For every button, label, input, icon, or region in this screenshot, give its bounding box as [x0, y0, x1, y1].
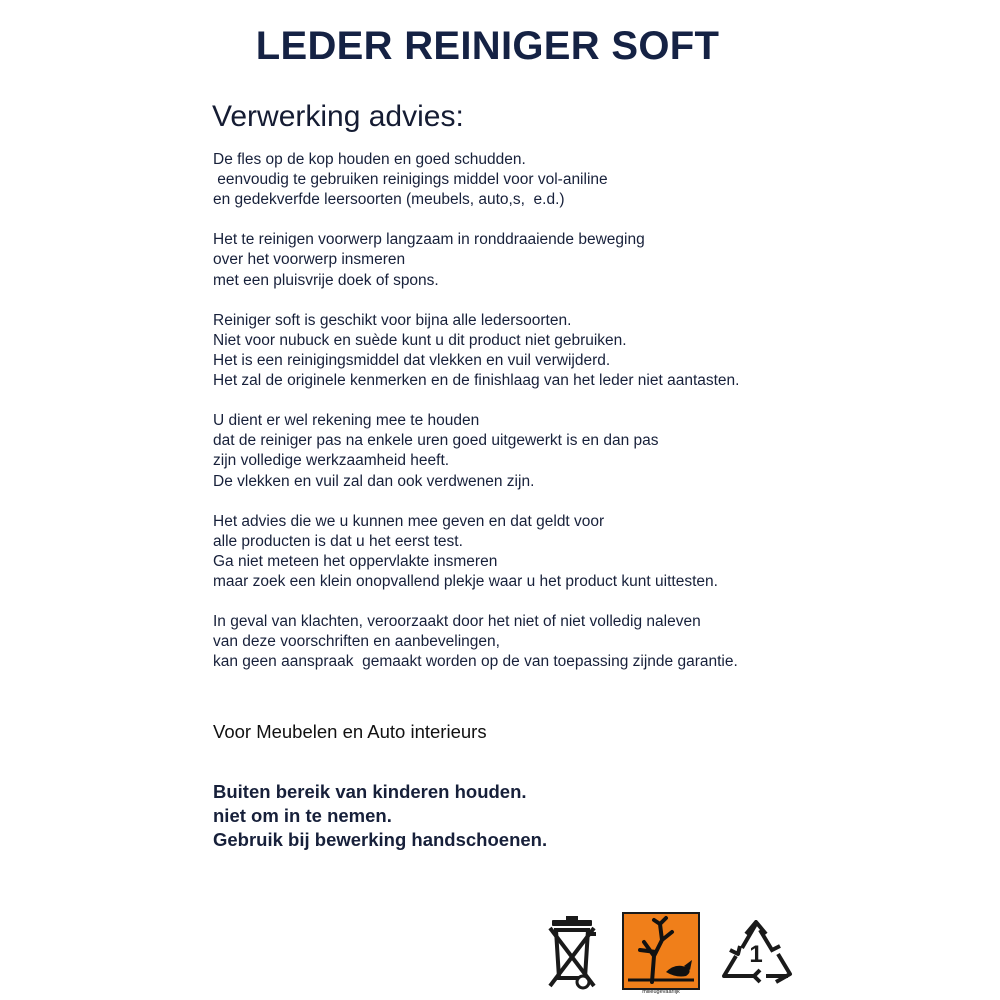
- paragraph: [213, 230, 913, 290]
- text-line: De vlekken en vuil zal dan ook verdwenen zijn.: [213, 472, 535, 490]
- text-line: Het zal de originele kenmerken en de finishlaag van het leder niet aantasten.: [213, 372, 740, 390]
- text-line: Ga niet meteen het oppervlakte insmeren: [213, 552, 498, 570]
- text-line: van deze voorschriften en aanbevelingen,: [213, 633, 500, 651]
- text-line: zijn volledige werkzaamheid heeft.: [213, 452, 450, 470]
- warning-line: Gebruik bij bewerking handschoenen.: [213, 829, 548, 850]
- crossed-out-wheelie-bin-icon: [548, 916, 604, 992]
- text-line: maar zoek een klein onopvallend plekje waar u het product kunt uittesten.: [213, 572, 718, 590]
- recycling-symbol-icon: [716, 920, 796, 990]
- safety-warnings: [213, 780, 547, 852]
- paragraph: [213, 150, 913, 210]
- text-line: en gedekverfde leersoorten (meubels, auto,s, e.d.): [213, 191, 565, 209]
- environmental-hazard-icon: [622, 912, 700, 998]
- paragraph: [213, 411, 913, 491]
- text-line: Niet voor nubuck en suède kunt u dit product niet gebruiken.: [213, 331, 627, 349]
- text-line: dat de reiniger pas na enkele uren goed uitgewerkt is en dan pas: [213, 432, 659, 450]
- text-line: Het te reinigen voorwerp langzaam in ronddraaiende beweging: [213, 231, 645, 249]
- text-line: De fles op de kop houden en goed schudden.: [213, 151, 526, 168]
- section-heading: Verwerking advies:: [212, 100, 464, 133]
- text-line: alle producten is dat u het eerst test.: [213, 532, 463, 550]
- text-line: In geval van klachten, veroorzaakt door het niet of niet volledig naleven: [213, 613, 701, 631]
- hazard-label: milieugevaarlijk: [642, 989, 680, 995]
- text-line: Reiniger soft is geschikt voor bijna alle ledersoorten.: [213, 311, 572, 329]
- instructions-body: [213, 150, 913, 693]
- text-line: over het voorwerp insmeren: [213, 251, 406, 269]
- paragraph: [213, 612, 913, 672]
- paragraph: [213, 311, 913, 391]
- warning-line: Buiten bereik van kinderen houden.: [213, 781, 527, 802]
- text-line: U dient er wel rekening mee te houden: [213, 412, 480, 430]
- text-line: Het is een reinigingsmiddel dat vlekken en vuil verwijderd.: [213, 351, 611, 369]
- usage-note: Voor Meubelen en Auto interieurs: [213, 721, 487, 742]
- text-line: Het advies die we u kunnen mee geven en dat geldt voor: [213, 512, 605, 530]
- text-line: met een pluisvrije doek of spons.: [213, 271, 439, 289]
- product-title: LEDER REINIGER SOFT: [255, 24, 720, 68]
- recycle-code: 1: [749, 941, 763, 968]
- text-line: kan geen aanspraak gemaakt worden op de van toepassing zijnde garantie.: [213, 653, 738, 671]
- paragraph: [213, 512, 913, 592]
- text-line: eenvoudig te gebruiken reinigings middel voor vol-aniline: [213, 171, 608, 189]
- warning-line: niet om in te nemen.: [213, 805, 392, 826]
